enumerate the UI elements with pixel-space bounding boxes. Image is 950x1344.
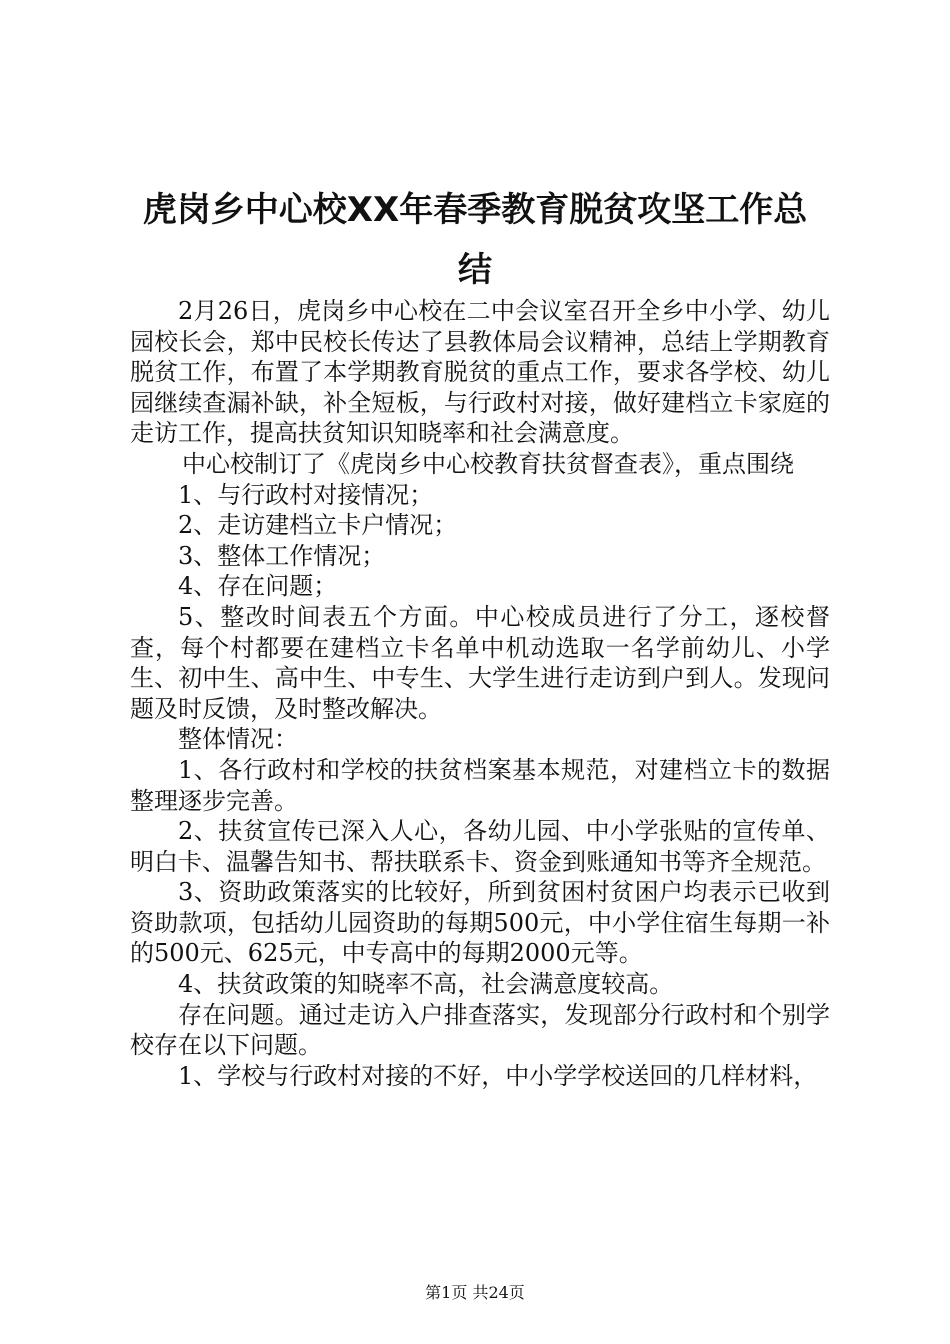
list-item-household-visits: 2、走访建档立卡户情况； (178, 511, 458, 540)
overall-item-archives: 1、各行政村和学校的扶贫档案基本规范，对建档立卡的数据整理逐步完善。 (130, 755, 830, 815)
paragraph-meeting-summary: 2月26日，虎岗乡中心校在二中会议室召开全乡中小学、幼儿园校长会，郑中民校长传达了县教体局会议精神，总结上学期教育脱贫工作，布置了本学期教育脱贫的重点工作，要求各学校、幼儿园继续查漏补缺，补全短板，与行政村对接，做好建档立卡家庭的走访工作，提高扶贫知识知晓率和社会满意度。 (130, 297, 830, 448)
overall-item-awareness: 4、扶贫政策的知晓率不高，社会满意度较高。 (178, 970, 674, 999)
document-title-line-2: 结 (458, 250, 492, 290)
page-footer (0, 1283, 950, 1303)
section-heading-overall: 整体情况： (178, 725, 298, 754)
list-item-village-connection: 1、与行政村对接情况； (178, 480, 434, 509)
document-title-line-1: 虎岗乡中心校XX年春季教育脱贫攻坚工作总 (142, 190, 808, 230)
page-number: 第1页 共24页 (425, 1283, 525, 1302)
list-item-rectification-schedule: 5、整改时间表五个方面。中心校成员进行了分工，逐校督查，每个村都要在建档立卡名单中机动选取一名学前幼儿、小学生、初中生、高中生、中专生、大学生进行走访到户到人。发现问题及时反馈，及时整改解决。 (130, 602, 830, 723)
list-item-problems: 4、存在问题； (178, 572, 338, 601)
document-body (130, 296, 830, 1091)
overall-item-funding: 3、资助政策落实的比较好，所到贫困村贫困户均表示已收到资助款项，包括幼儿园资助的每期500元，中小学住宿生每期一补的500元、625元，中专高中的每期2000元等。 (130, 878, 830, 968)
paragraph-inspection-table: 中心校制订了《虎岗乡中心校教育扶贫督查表》，重点围绕 (182, 449, 794, 478)
section-heading-problems: 存在问题。通过走访入户排查落实，发现部分行政村和个别学校存在以下问题。 (130, 1000, 830, 1060)
problem-item-school-village: 1、学校与行政村对接的不好，中小学学校送回的几样材料， (178, 1061, 818, 1090)
list-item-overall-work: 3、整体工作情况； (178, 541, 386, 570)
overall-item-publicity: 2、扶贫宣传已深入人心，各幼儿园、中小学张贴的宣传单、明白卡、温馨告知书、帮扶联系卡、资金到账通知书等齐全规范。 (130, 817, 830, 876)
